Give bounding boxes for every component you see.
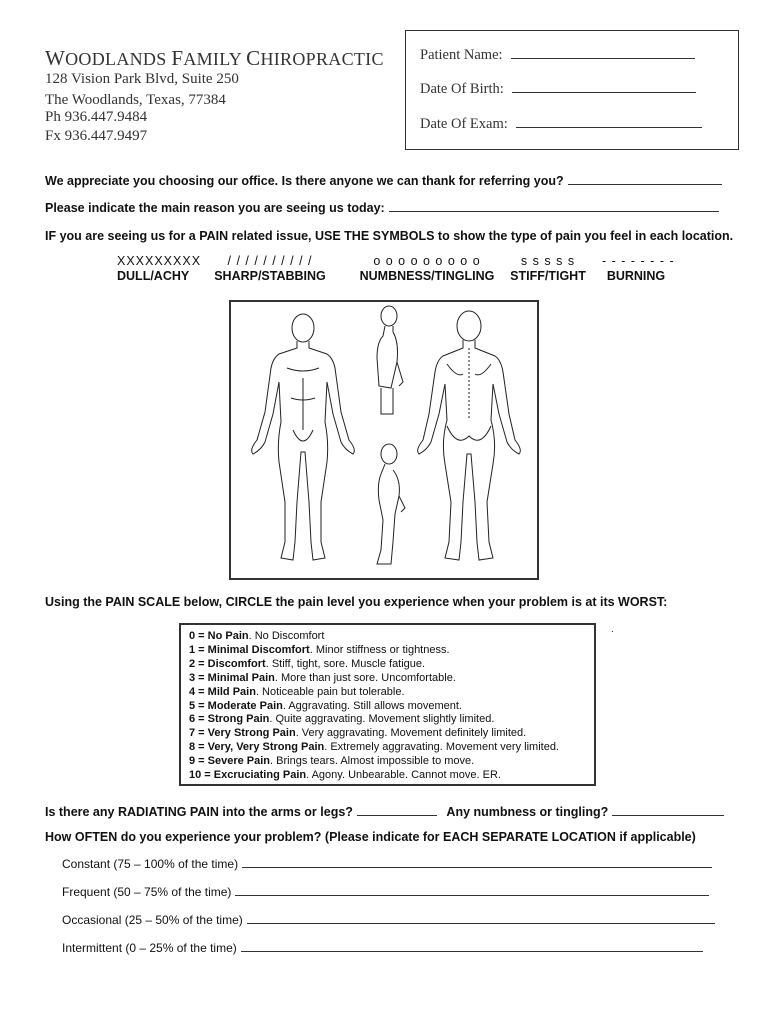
body-outline-figures bbox=[231, 302, 537, 578]
patient-info-box bbox=[405, 30, 739, 150]
pain-level-desc: . No Discomfort bbox=[248, 630, 325, 642]
pain-level-number: 10 = bbox=[189, 769, 214, 782]
pain-level-desc: . Quite aggravating. Movement slightly limited. bbox=[269, 713, 495, 726]
clinic-name-part-3: HIROPRACTIC bbox=[260, 49, 384, 69]
pain-level-desc: . Very aggravating. Movement definitely limited. bbox=[295, 727, 527, 740]
reason-field[interactable] bbox=[389, 211, 719, 212]
pain-scale-instructions: Using the PAIN SCALE below, CIRCLE the pain level you experience when your problem is at its WORST: bbox=[45, 595, 668, 609]
symbol-marks: s s s s s bbox=[520, 254, 576, 268]
numbness-field[interactable] bbox=[612, 815, 724, 816]
frequency-frequent-field[interactable] bbox=[235, 895, 709, 896]
symbol-marks: o o o o o o o o o bbox=[373, 254, 481, 268]
pain-level-1[interactable] bbox=[189, 644, 586, 658]
pain-level-number: 1 = bbox=[189, 643, 208, 656]
patient-name-row bbox=[420, 47, 695, 64]
exam-date-label: Date Of Exam: bbox=[420, 116, 508, 132]
stray-mark: . bbox=[611, 624, 614, 635]
pain-level-desc: . Stiff, tight, sore. Muscle fatigue. bbox=[265, 657, 426, 670]
pain-level-10[interactable] bbox=[189, 769, 586, 783]
pain-level-4[interactable] bbox=[189, 686, 586, 700]
symbol-label: BURNING bbox=[606, 269, 666, 283]
pain-level-term: Mild Pain bbox=[207, 685, 256, 698]
pain-level-8[interactable] bbox=[189, 741, 586, 755]
frequency-constant bbox=[62, 857, 712, 871]
symbol-marks: - - - - - - - - bbox=[602, 254, 675, 268]
symbol-sharp-stabbing bbox=[211, 254, 329, 283]
referral-question-text: We appreciate you choosing our office. Is there anyone we can thank for referring you? bbox=[45, 174, 564, 188]
pain-level-term: Severe Pain bbox=[207, 755, 271, 768]
exam-date-row bbox=[420, 116, 702, 133]
symbol-marks: / / / / / / / / / / bbox=[227, 254, 313, 268]
pain-level-desc: . Noticeable pain but tolerable. bbox=[255, 685, 405, 698]
pain-level-desc: . Extremely aggravating. Movement very limited. bbox=[324, 741, 559, 754]
pain-level-5[interactable] bbox=[189, 700, 586, 714]
reason-question bbox=[45, 201, 719, 215]
clinic-name bbox=[45, 46, 384, 71]
symbol-label: DULL/ACHY bbox=[117, 269, 190, 283]
exam-date-field[interactable] bbox=[516, 126, 702, 128]
symbol-label: SHARP/STABBING bbox=[214, 269, 326, 283]
referral-question bbox=[45, 174, 722, 188]
pain-level-number: 8 = bbox=[189, 741, 208, 754]
frequency-occasional-field[interactable] bbox=[247, 923, 715, 924]
clinic-name-initial-2: F bbox=[171, 46, 184, 70]
side-body-figure-lower bbox=[377, 444, 405, 564]
clinic-address-line2: The Woodlands, Texas, 77384 bbox=[45, 92, 226, 108]
frequency-label: Constant (75 – 100% of the time) bbox=[62, 857, 239, 871]
pain-level-7[interactable] bbox=[189, 727, 586, 741]
body-diagram[interactable] bbox=[229, 300, 539, 580]
clinic-name-part-1: OODLANDS bbox=[65, 49, 172, 69]
symbol-burning bbox=[602, 254, 675, 283]
frequency-intermittent-field[interactable] bbox=[241, 951, 703, 952]
pain-level-desc: . Brings tears. Almost impossible to move. bbox=[270, 755, 475, 768]
radiating-question bbox=[45, 805, 724, 819]
pain-level-term: Minimal Pain bbox=[207, 671, 275, 684]
pain-level-term: Very, Very Strong Pain bbox=[207, 741, 325, 754]
numbness-question-text: Any numbness or tingling? bbox=[446, 805, 609, 819]
pain-level-2[interactable] bbox=[189, 658, 586, 672]
clinic-name-part-2: AMILY bbox=[183, 49, 247, 69]
symbol-dull-achy bbox=[117, 254, 202, 283]
symbol-numbness-tingling bbox=[355, 254, 499, 283]
frequency-label: Intermittent (0 – 25% of the time) bbox=[62, 941, 237, 955]
pain-level-term: Discomfort bbox=[207, 657, 266, 670]
how-often-question: How OFTEN do you experience your problem? (Please indicate for EACH SEPARATE LOCATION if applicable) bbox=[45, 830, 696, 844]
patient-name-field[interactable] bbox=[511, 57, 695, 59]
pain-level-term: Moderate Pain bbox=[207, 699, 283, 712]
pain-level-number: 6 = bbox=[189, 713, 208, 726]
patient-name-label: Patient Name: bbox=[420, 47, 503, 63]
clinic-name-initial-3: C bbox=[246, 46, 261, 70]
dob-row bbox=[420, 81, 696, 98]
frequency-label: Frequent (50 – 75% of the time) bbox=[62, 885, 232, 899]
pain-level-term: Minimal Discomfort bbox=[207, 643, 310, 656]
pain-instructions: IF you are seeing us for a PAIN related issue, USE THE SYMBOLS to show the type of pain you feel in each location. bbox=[45, 229, 734, 243]
pain-scale-box bbox=[179, 623, 596, 786]
pain-level-number: 2 = bbox=[189, 657, 208, 670]
pain-level-term: No Pain bbox=[207, 630, 249, 642]
pain-level-number: 7 = bbox=[189, 727, 208, 740]
clinic-address-line1: 128 Vision Park Blvd, Suite 250 bbox=[45, 71, 239, 87]
front-body-figure bbox=[252, 314, 355, 560]
pain-level-number: 5 = bbox=[189, 699, 208, 712]
frequency-occasional bbox=[62, 913, 715, 927]
frequency-intermittent bbox=[62, 941, 703, 955]
pain-level-6[interactable] bbox=[189, 713, 586, 727]
pain-level-number: 0 = bbox=[189, 630, 208, 642]
pain-level-desc: . Aggravating. Still allows movement. bbox=[282, 699, 462, 712]
symbol-stiff-tight bbox=[506, 254, 590, 283]
symbol-marks: XXXXXXXXX bbox=[117, 254, 202, 268]
reason-question-text: Please indicate the main reason you are seeing us today: bbox=[45, 201, 385, 215]
back-body-figure bbox=[418, 311, 521, 560]
dob-label: Date Of Birth: bbox=[420, 81, 504, 97]
radiating-question-text: Is there any RADIATING PAIN into the arms or legs? bbox=[45, 805, 353, 819]
pain-level-term: Strong Pain bbox=[207, 713, 270, 726]
radiating-field[interactable] bbox=[357, 815, 437, 816]
clinic-phone: Ph 936.447.9484 bbox=[45, 109, 148, 125]
pain-level-desc: . Minor stiffness or tightness. bbox=[309, 643, 450, 656]
pain-level-desc: . More than just sore. Uncomfortable. bbox=[274, 671, 456, 684]
pain-level-0[interactable] bbox=[189, 630, 586, 644]
frequency-label: Occasional (25 – 50% of the time) bbox=[62, 913, 243, 927]
pain-level-9[interactable] bbox=[189, 755, 586, 769]
pain-level-term: Excruciating Pain bbox=[213, 769, 307, 782]
frequency-frequent bbox=[62, 885, 709, 899]
dob-field[interactable] bbox=[512, 91, 696, 93]
pain-level-number: 9 = bbox=[189, 755, 208, 768]
side-body-figure-upper bbox=[377, 306, 403, 414]
frequency-constant-field[interactable] bbox=[242, 867, 712, 868]
clinic-fax: Fx 936.447.9497 bbox=[45, 128, 148, 144]
symbol-label: STIFF/TIGHT bbox=[510, 269, 586, 283]
pain-level-number: 3 = bbox=[189, 671, 208, 684]
clinic-name-initial-1: W bbox=[45, 46, 66, 70]
symbol-label: NUMBNESS/TINGLING bbox=[359, 269, 495, 283]
pain-level-3[interactable] bbox=[189, 672, 586, 686]
pain-level-term: Very Strong Pain bbox=[207, 727, 296, 740]
referral-field[interactable] bbox=[568, 184, 722, 185]
pain-level-number: 4 = bbox=[189, 685, 208, 698]
pain-level-desc: . Agony. Unbearable. Cannot move. ER. bbox=[306, 769, 501, 782]
